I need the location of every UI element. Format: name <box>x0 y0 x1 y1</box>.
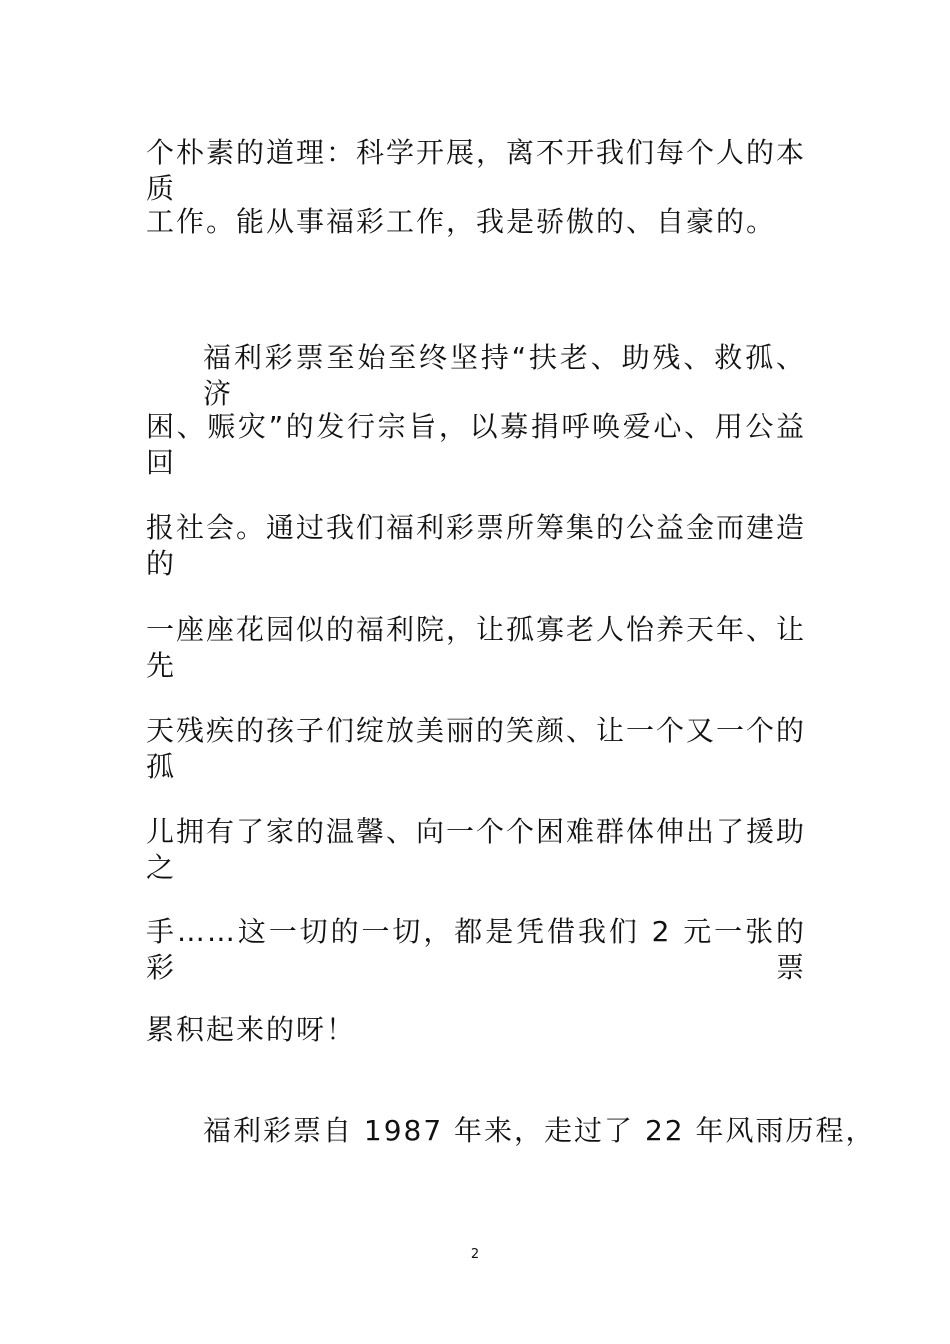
text-line: 困、赈灾”的发行宗旨，以募捐呼唤爱心、用公益回 <box>146 410 806 479</box>
text-line: 个朴素的道理：科学开展，离不开我们每个人的本质 <box>146 136 807 205</box>
text-line: 一座座花园似的福利院，让孤寡老人怡养天年、让先 <box>146 613 807 682</box>
text-line: 报社会。通过我们福利彩票所筹集的公益金而建造的 <box>146 511 807 580</box>
text-line: 手……这一切的一切，都是凭借我们 2 元一张的彩票 <box>146 915 806 984</box>
paragraph-first-line: 福利彩票自 1987 年来，走过了 22 年风雨历程， <box>203 1114 876 1147</box>
paragraph-first-line: 福利彩票至始至终坚持“扶老、助残、救孤、济 <box>203 341 806 410</box>
text-line: 工作。能从事福彩工作，我是骄傲的、自豪的。 <box>146 205 777 238</box>
page-number: 2 <box>470 1247 480 1262</box>
text-line: 累积起来的呀！ <box>146 1013 357 1046</box>
text-line: 天残疾的孩子们绽放美丽的笑颜、让一个又一个的孤 <box>146 714 807 783</box>
text-line: 儿拥有了家的温馨、向一个个困难群体伸出了援助之 <box>146 815 807 884</box>
